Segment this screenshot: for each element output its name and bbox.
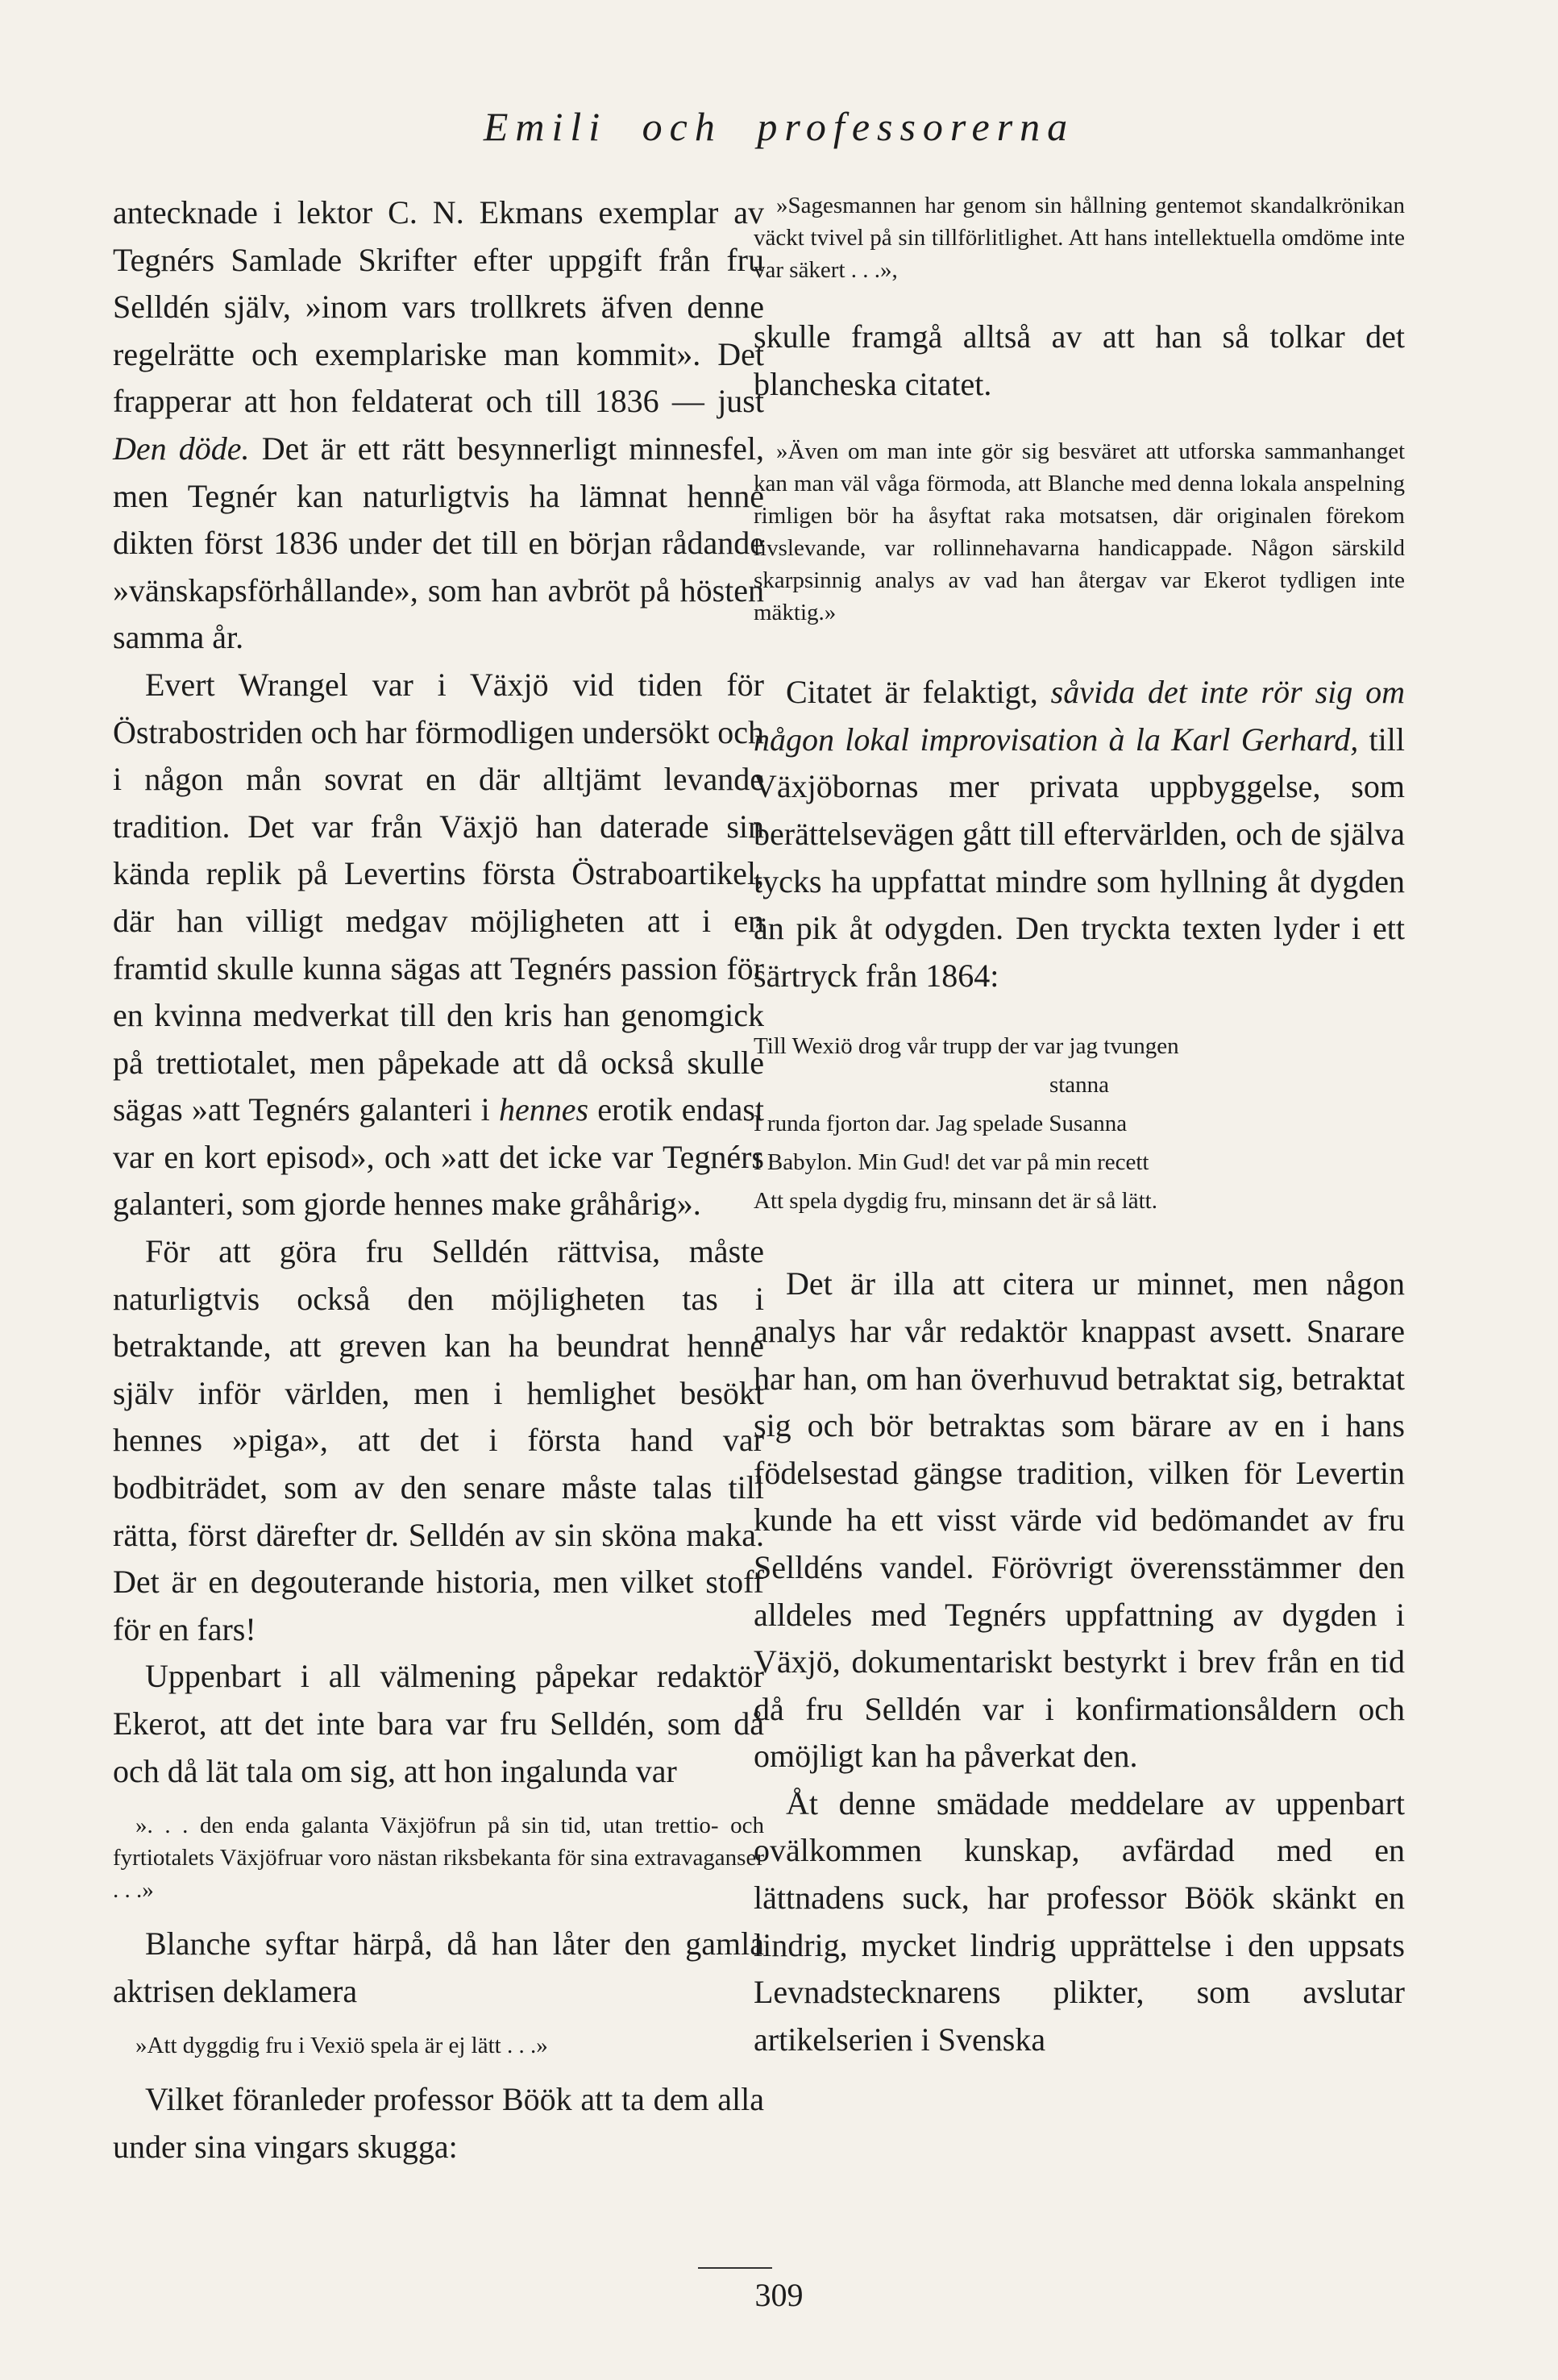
block-quote: »Att dyggdig fru i Vexiö spela är ej lätt . . .» <box>135 2033 548 2059</box>
footer-rule <box>698 2267 772 2269</box>
paragraph: Blanche syftar härpå, då han låter den gamla aktrisen deklamera <box>113 1925 764 2009</box>
right-column <box>754 189 1405 2063</box>
page-number: 309 <box>754 2277 804 2313</box>
paragraph: För att göra fru Selldén rättvisa, måste naturligtvis också den möjligheten tas i betraktande, att greven kan ha beundrat henne själv inför världen, men i hemlighet besökt hennes »piga», att det i första hand var bodbiträdet, som av den senare måste talas till rätta, först därefter dr. Selldén av sin sköna maka. Det är en degouterande historia, men vilket stoff för en fars! <box>113 1233 764 1647</box>
verse-line: Att spela dygdig fru, minsann det är så lätt. <box>754 1188 1157 1215</box>
verse-line: I Babylon. Min Gud! det var på min recett <box>754 1149 1149 1176</box>
paragraph: Evert Wrangel var i Växjö vid tiden för Östrabostriden och har förmodligen undersökt och i någon mån sovrat en där alltjämt levande tradition. Det var från Växjö han daterade sin kända replik på Levertins första Östraboartikel, där han villigt medgav möjligheten att i en framtid skulle kunna sägas att Tegnérs passion för en kvinna medverkat till den kris han genomgick på trettiotalet, men påpekade att då också skulle sägas »att Tegnérs galanteri i hennes erotik endast var en kort episod», och »att det icke var Tegnérs galanteri, som gjorde hennes make gråhårig». <box>113 666 764 1223</box>
paragraph: Vilket föranleder professor Böök att ta dem alla under sina vingars skugga: <box>113 2081 764 2165</box>
paragraph: antecknade i lektor C. N. Ekmans exemplar av Tegnérs Samlade Skrifter efter uppgift från fru Selldén själv, »inom vars trollkrets äfven denne regelrätte och exemplariske man kommit». Det frapperar att hon feldaterat och till 1836 — just Den döde. Det är ett rätt besynnerligt minnesfel, men Tegnér kan naturligtvis ha lämnat henne dikten först 1836 under det till en början rådande »vänskapsförhållande», som han avbröt på hösten samma år. <box>113 194 764 656</box>
verse-quote <box>754 1027 1405 1220</box>
block-quote: »Även om man inte gör sig besväret att utforska sammanhanget kan man väl våga förmoda, att Blanche med denna lokala anspelning rimligen bör ha åsyftat raka motsatsen, där originalen förekom livslevande, var rollinnehavarna handicappade. Någon särskild skarpsinnig analys av vad han återgav var Ekerot tydligen inte mäktig.» <box>754 438 1405 626</box>
paragraph: Det är illa att citera ur minnet, men någon analys har vår redaktör knappast avsett. Snarare har han, om han överhuvud betraktat sig, betraktat sig och bör betraktas som bärare av en i hans födelsestad gängse tradition, vilken för Levertin kunde ha ett visst värde vid bedömandet av fru Selldéns vandel. Förövrigt överensstämmer den alldeles med Tegnérs uppfattning av dygden i Växjö, dokumentariskt bestyrkt i brev från en tid då fru Selldén var i konfirmationsåldern och omöjligt kan ha påverkat den. <box>754 1265 1405 1775</box>
running-title: Emili och professorerna <box>483 104 1075 149</box>
verse-line-continuation: stanna <box>1049 1072 1110 1099</box>
block-quote: ». . . den enda galanta Växjöfrun på sin tid, utan trettio- och fyrtiotalets Växjöfruar voro nästan riksbekanta för sina extravaganser . . .» <box>113 1813 764 1904</box>
left-column <box>113 189 764 2171</box>
paragraph: Åt denne smädade meddelare av uppenbart ovälkommen kunskap, avfärdad med en lättnadens suck, har professor Böök skänkt en lindrig, mycket lindrig upprättelse i den uppsats Levnadstecknarens plikter, som avslutar artikelserien i Svenska <box>754 1784 1405 2058</box>
block-quote: »Sagesmannen har genom sin hållning gentemot skandalkrönikan väckt tvivel på sin tillförlitlighet. Att hans intellektuella omdöme inte var säkert . . .», <box>754 193 1405 283</box>
verse-line: I runda fjorton dar. Jag spelade Susanna <box>754 1111 1128 1137</box>
verse-line: Till Wexiö drog vår trupp der var jag tvungen <box>754 1033 1179 1060</box>
paragraph: Citatet är felaktigt, såvida det inte rör sig om någon lokal improvisation à la Karl Gerhard, till Växjöbornas mer privata uppbyggelse, som berättelsevägen gått till eftervärlden, och de själva tycks ha uppfattat mindre som hyllning åt dygden än pik åt odygden. Den tryckta texten lyder i ett särtryck från 1864: <box>754 674 1406 994</box>
paragraph: Uppenbart i all välmening påpekar redaktör Ekerot, att det inte bara var fru Selldén, som då och då lät tala om sig, att hon ingalunda var <box>113 1658 764 1789</box>
paragraph: skulle framgå alltså av att han så tolkar det blancheska citatet. <box>754 318 1405 402</box>
